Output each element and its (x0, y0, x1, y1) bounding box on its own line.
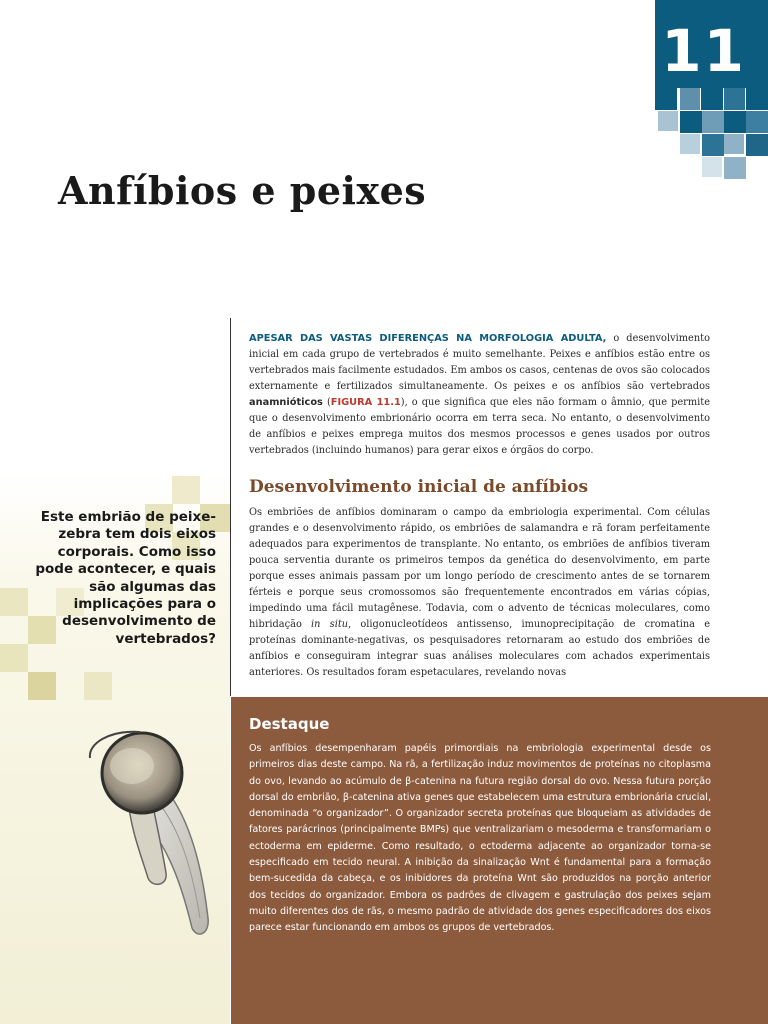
chapter-title: Anfíbios e peixes (58, 168, 427, 213)
zebrafish-embryo-illustration (70, 728, 220, 943)
section-text: Os embriões de anfíbios dominaram o campo da embriologia experimental. Com células grandes e o desenvolvimento rápido, os embriões de salamandra e rã foram perfeitamente adequados para experimentos de transplante. No entanto, os embriões de anfíbios tiveram pouca serventia durante os primeiros tempos da genética do desenvolvimento, em parte porque esses animais passam por um longo período de crescimento antes de se tornarem férteis e porque seus cromossomos são frequentemente encontrados em várias cópias, impedindo uma fácil mutagênese. Todavia, com o advento de técnicas moleculares, como hibridação (249, 507, 710, 630)
figure-reference-link[interactable]: FIGURA 11.1 (330, 397, 401, 408)
column-divider (230, 318, 231, 696)
intro-paragraph (249, 331, 710, 459)
section-heading: Desenvolvimento inicial de anfíbios (249, 477, 589, 497)
section-text: , oligonucleotídeos antissenso, imunoprecipitação de cromatina e proteínas dominante-negativas, os pesquisadores retornaram ao estudo dos embriões de anfíbios e conseguiram integrar suas análises moleculares com achados experimentais anteriores. Os resultados foram espetaculares, revelando novas (249, 619, 710, 678)
highlight-text: Os anfíbios desempenharam papéis primordiais na embriologia experimental desde os primeiros dias deste campo. Na rã, a fertilização induz movimentos de proteínas no citoplasma do ovo, levando ao acúmulo de β-catenina na futura região dorsal do ovo. Nessa futura porção dorsal do embrião, β-catenina ativa genes que estabelecem uma estrutura embrionária crucial, denominada “o organizador”. O organizador secreta proteínas que bloqueiam as atividades de fatores parácrinos (principalmente BMPs) que ventralizariam o mesoderma e transformariam o ectoderma em epiderme. Como resultado, o ectoderma adjacente ao organizador torna-se especificado em tecido neural. A inibição da sinalização Wnt é fundamental para a formação bem-sucedida da cabeça, e os inibidores da proteína Wnt são produzidos na porção anterior dos tecidos do organizador. Embora os padrões de clivagem e gastrulação dos peixes sejam muito diferentes dos de rãs, o mesmo padrão de atividade dos genes especificadores dos eixos parece estar funcionando em ambos os grupos de vertebrados. (249, 743, 711, 934)
intro-text: o desenvolvimento inicial em cada grupo de vertebrados é muito semelhante. Peixes e anfíbios estão entre os vertebrados mais facilmente estudados. Em ambos os casos, centenas de ovos são colocados externamente e fertilizados simultaneamente. Os peixes e os anfíbios são vertebrados (249, 333, 710, 392)
highlight-title: Destaque (249, 715, 330, 733)
chapter-number: 11 (661, 17, 746, 85)
intro-term: anamnióticos (249, 397, 323, 408)
intro-text: ( (322, 397, 331, 408)
highlight-box (231, 697, 768, 1024)
sidebar-question: Este embrião de peixe-zebra tem dois eixos corporais. Como isso pode acontecer, e quais são algumas das implicações para o desenvolvimento de vertebrados? (35, 509, 216, 647)
intro-text: ), o que significa que eles não formam o âmnio, que permite que o desenvolvimento embrionário ocorra em terra seca. No entanto, o desenvolvimento de anfíbios e peixes emprega muitos dos mesmos processos e genes usados por outros vertebrados (incluindo humanos) para gerar eixos e órgãos do corpo. (249, 397, 711, 456)
section-italic: in situ (311, 619, 349, 630)
intro-lead: APESAR DAS VASTAS DIFERENÇAS NA MORFOLOGIA ADULTA, (249, 333, 607, 344)
chapter-badge (655, 0, 768, 88)
section-paragraph (249, 505, 710, 681)
